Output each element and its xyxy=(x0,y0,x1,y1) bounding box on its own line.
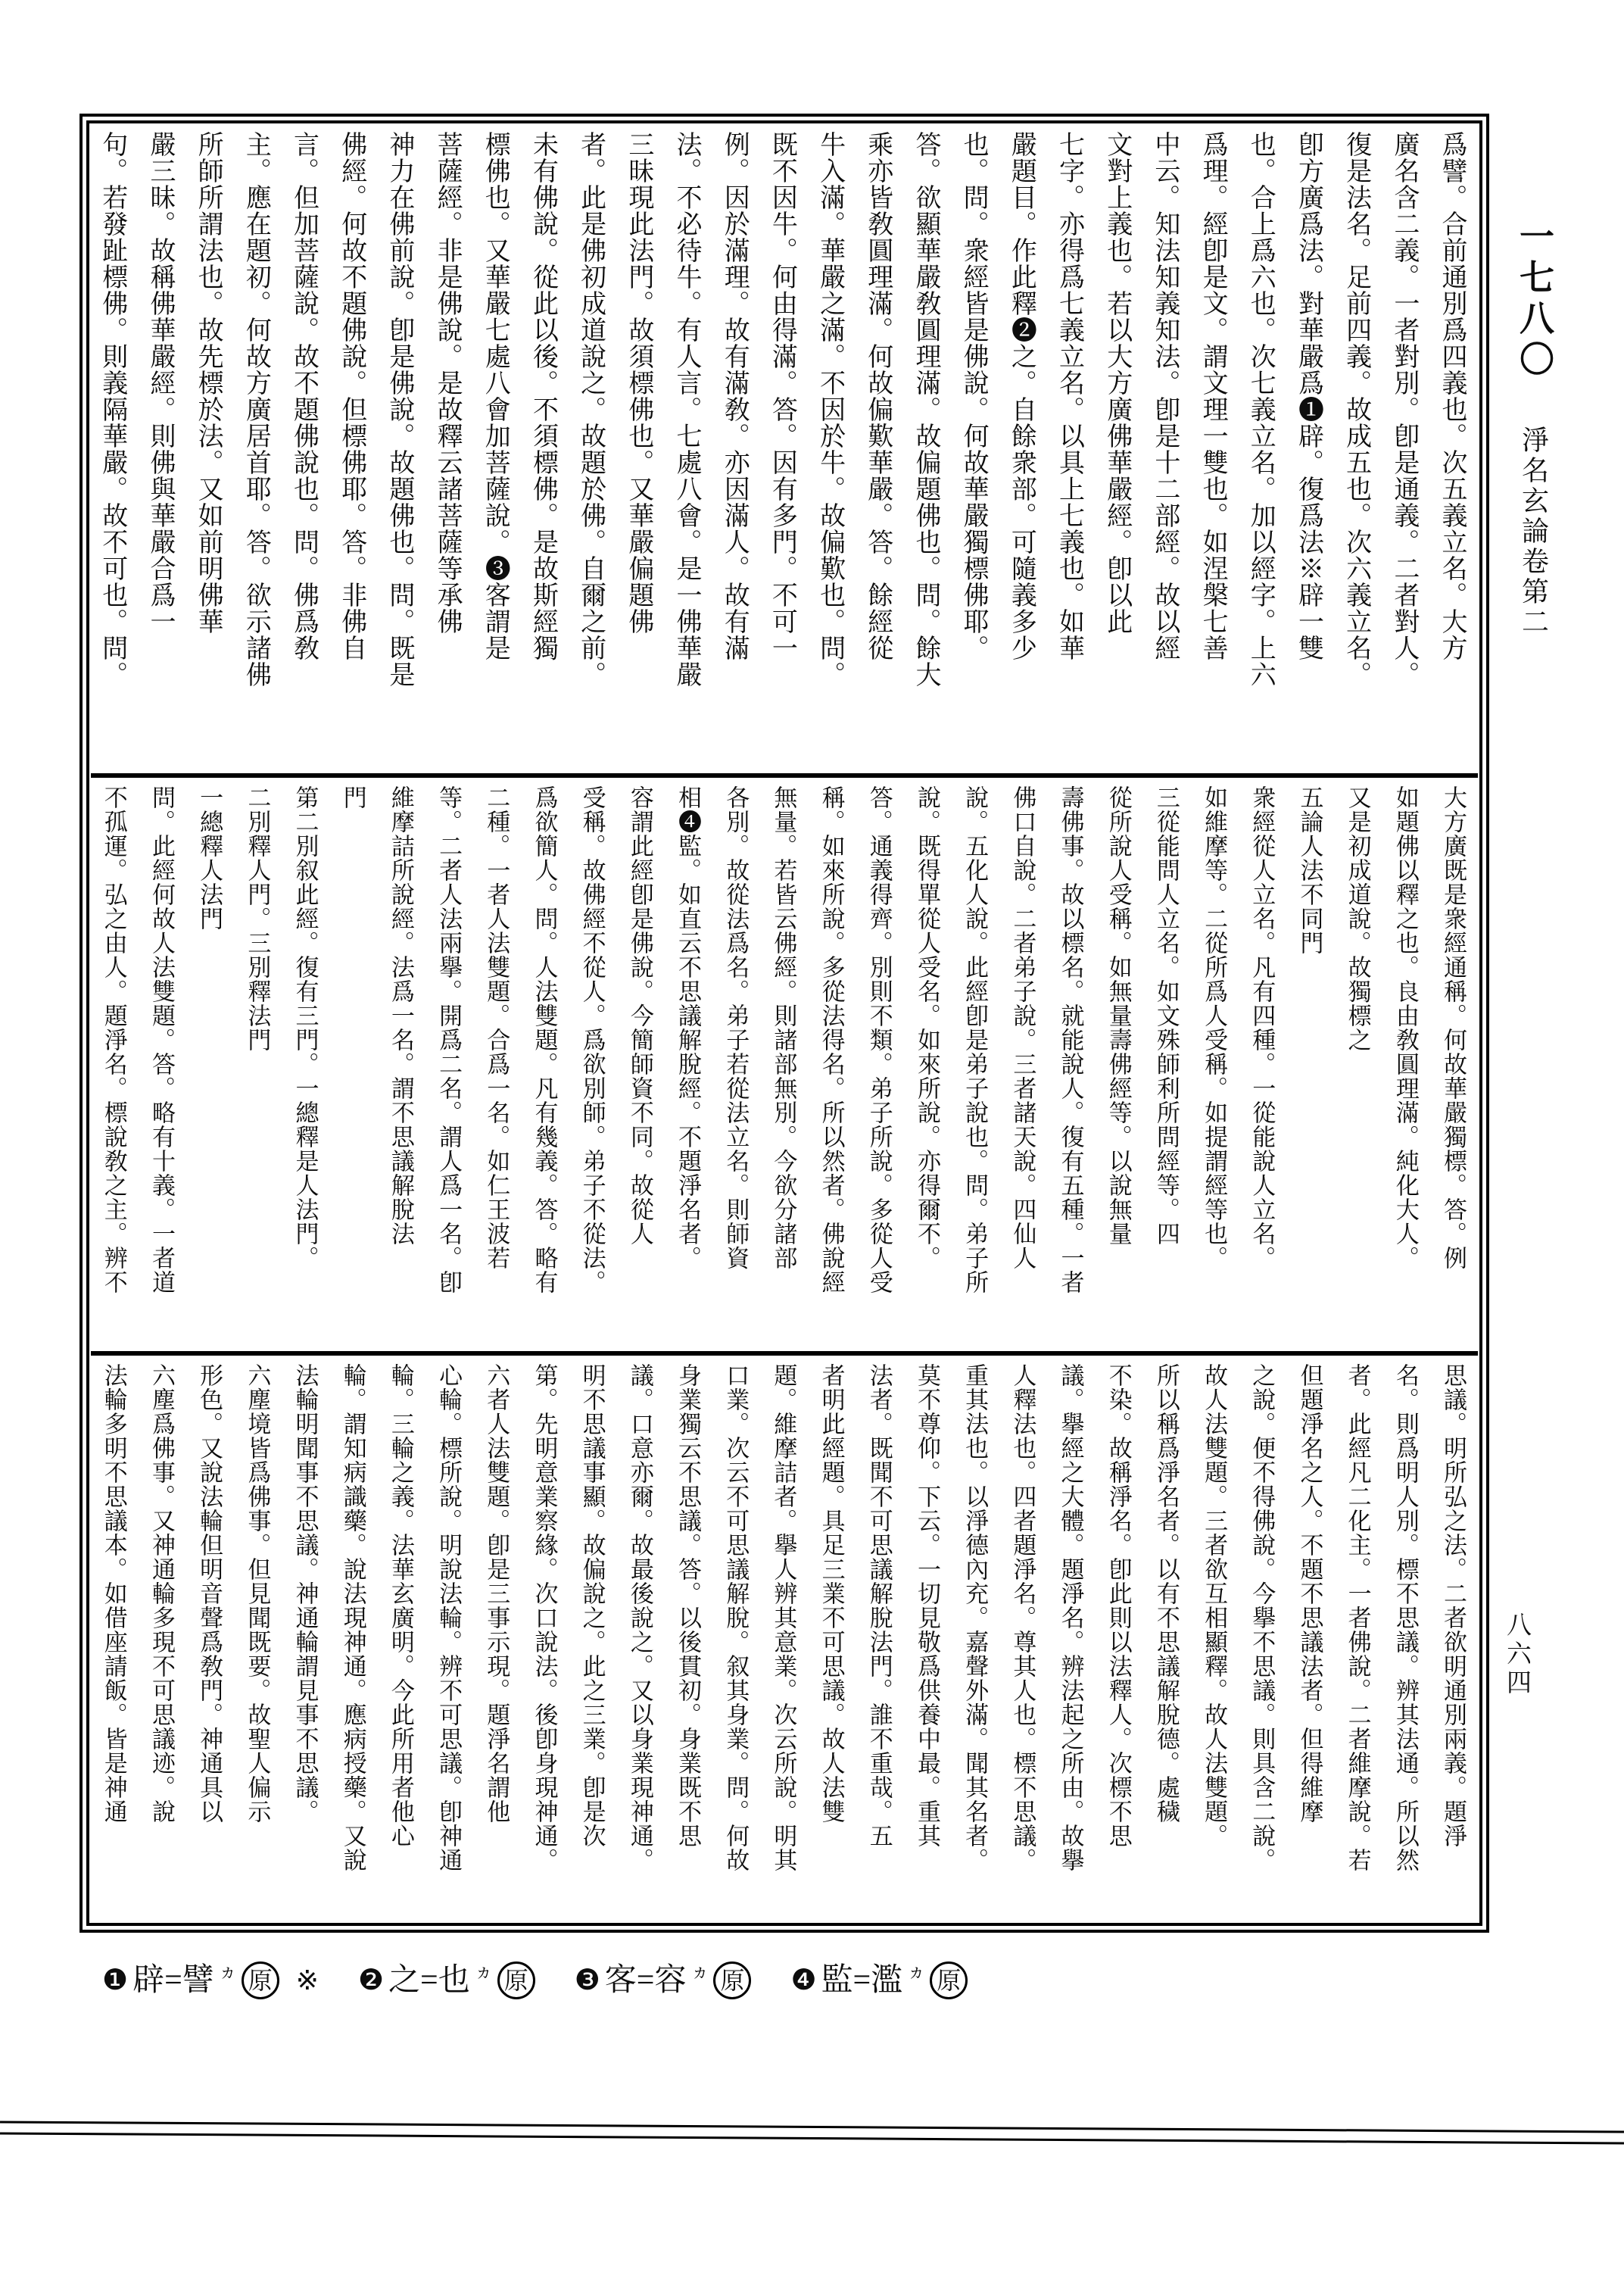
text-column: 例。因於滿理。故有滿敎。亦因滿人。故有滿 xyxy=(720,131,749,661)
text-column: 所以稱爲淨名者。以有不思議解脫德。處穢 xyxy=(1152,1363,1180,1824)
text-column: 法。不必待牛。有人言。七處八會。是一佛華嚴 xyxy=(672,131,700,688)
text-column: 之說。便不得佛說。今擧不思議。則具含二說。 xyxy=(1248,1363,1276,1872)
text-column: 如題佛以釋之也。良由敎圓理滿。純化大人。 xyxy=(1392,785,1419,1270)
footnotes-line xyxy=(102,1956,968,2005)
scan-rule-line xyxy=(0,2132,1624,2144)
text-column: 乘亦皆敎圓理滿。何故偏歎華嚴。答。餘經從 xyxy=(863,131,892,661)
footnote-qualifier: ヵ xyxy=(474,1962,493,1982)
footnote-qualifier: ヵ xyxy=(690,1962,709,1982)
text-column: 主。應在題初。何故方廣居首耶。答。欲示諸佛 xyxy=(242,131,270,688)
text-column: 答。通義得齊。別則不類。弟子所說。多從人受 xyxy=(865,785,893,1294)
footnote-reference-mark: ※ xyxy=(295,1965,319,1996)
text-column: 不孤運。弘之由人。題淨名。標說敎之主。辨不 xyxy=(100,785,127,1294)
page-number: 八六四 xyxy=(1503,1612,1530,1698)
text-column: 門 xyxy=(339,785,366,810)
text-column: 爲譬。合前通別爲四義也。次五義立名。大方 xyxy=(1438,131,1466,661)
text-column: 文對上義也。若以大方廣佛華嚴經。卽以此 xyxy=(1102,131,1131,635)
text-column: 也。合上爲六也。次七義立名。加以經字。上六 xyxy=(1246,131,1275,688)
register-b xyxy=(89,778,1479,1351)
text-column: 各別。故從法爲名。弟子若從法立名。則師資 xyxy=(722,785,750,1270)
text-column: 二種。一者人法雙題。合爲一名。如仁王波若 xyxy=(483,785,510,1270)
text-column: 句。若發趾標佛。則義隔華嚴。故不可也。問。 xyxy=(98,131,126,688)
text-column: 六塵爲佛事。又神通輪多現不可思議迹。說 xyxy=(148,1363,175,1824)
footnote-marker: ❸ xyxy=(574,1965,600,1996)
register-c xyxy=(89,1356,1479,1923)
text-column: 者。此經凡二化主。一者佛說。二者維摩說。若 xyxy=(1344,1363,1371,1872)
text-column: 容謂此經卽是佛說。今簡師資不同。故從人 xyxy=(626,785,653,1246)
text-column: 心輪。標所說。明說法輪。辨不可思議。卽神通 xyxy=(435,1363,463,1872)
text-column: 但題淨名之人。不題不思議法者。但得維摩 xyxy=(1296,1363,1323,1824)
text-column: 爲理。經卽是文。謂文理一雙也。如涅槃七善 xyxy=(1199,131,1227,661)
text-column: 牛入滿。華嚴之滿。不因於牛。故偏歎也。問。 xyxy=(815,131,844,688)
text-column: 言。但加菩薩說。故不題佛說也。問。佛爲敎 xyxy=(289,131,318,661)
footnote-qualifier: ヵ xyxy=(907,1962,926,1982)
text-column: 爲欲簡人。問。人法雙題。凡有幾義。答。略有 xyxy=(531,785,558,1294)
text-column: 議。口意亦爾。故最後說之。又以身業現神通。 xyxy=(626,1363,653,1872)
footnote-qualifier: ヵ xyxy=(218,1962,237,1982)
text-column: 一總釋人法門 xyxy=(196,785,223,931)
text-column: 法輪多明不思議本。如借座請飯。皆是神通 xyxy=(100,1363,127,1824)
text-column: 中云。知法知義知法。卽是十二部經。故以經 xyxy=(1150,131,1179,661)
text-column: 者。此是佛初成道說之。故題於佛。自爾之前。 xyxy=(576,131,605,688)
text-column: 法者。既聞不可思議解脫法門。誰不重哉。五 xyxy=(865,1363,893,1848)
text-column: 無量。若皆云佛經。則諸部無別。今欲分諸部 xyxy=(770,785,797,1270)
text-column: 第二別叙此經。復有三門。一總釋是人法門。 xyxy=(291,785,319,1270)
text-column: 六塵境皆爲佛事。但見聞既要。故聖人偏示 xyxy=(244,1363,271,1824)
text-column: 不染。故稱淨名。卽此則以法釋人。次標不思 xyxy=(1105,1363,1132,1848)
footnote-marker: ❶ xyxy=(102,1965,129,1996)
text-column: 菩薩經。非是佛說。是故釋云諸菩薩等承佛 xyxy=(433,131,462,635)
text-column: 第。先明意業察緣。次口說法。後卽身現神通。 xyxy=(531,1363,558,1872)
text-column: 標佛也。又華嚴七處八會加菩薩說。❸客謂是 xyxy=(481,131,510,661)
text-column: 等。二者人法兩擧。開爲二名。謂人爲一名。卽 xyxy=(435,785,463,1294)
text-column: 又是初成道說。故獨標之 xyxy=(1344,785,1371,1052)
text-column: 問。此經何故人法雙題。答。略有十義。一者道 xyxy=(148,785,175,1294)
text-column: 形色。又說法輪但明音聲爲敎門。神通具以 xyxy=(196,1363,223,1824)
text-column: 題。維摩詰者。擧人辨其意業。次云所說。明其 xyxy=(770,1363,797,1872)
text-column: 如維摩等。二從所爲人受稱。如提謂經等也。 xyxy=(1201,785,1228,1270)
text-column: 佛經。何故不題佛說。但標佛耶。答。非佛自 xyxy=(337,131,366,661)
text-column: 既不因牛。何由得滿。答。因有多門。不可一 xyxy=(768,131,796,661)
text-column: 說。五化人說。此經卽是弟子說也。問。弟子所 xyxy=(962,785,989,1294)
text-column: 思議。明所弘之法。二者欲明通別兩義。題淨 xyxy=(1440,1363,1467,1848)
footnote-marker: ❹ xyxy=(790,1965,817,1996)
text-column: 五論人法不同門 xyxy=(1296,785,1323,955)
text-column: 法輪明聞事不思議。神通輪謂見事不思議。 xyxy=(291,1363,319,1824)
text-column: 卽方廣爲法。對華嚴爲❶辟。復爲法※辟一雙 xyxy=(1294,131,1323,661)
footnote-body: 辟=譬 xyxy=(132,1963,214,1998)
text-column: 說。既得單從人受名。如來所說。亦得爾不。 xyxy=(913,785,940,1270)
text-column: 相❹監。如直云不思議解脫經。不題淨名者。 xyxy=(675,785,701,1270)
footnote-source-circled: 原 xyxy=(930,1961,968,1999)
text-column: 者明此經題。具足三業不可思議。故人法雙 xyxy=(818,1363,845,1824)
text-column: 稱。如來所說。多從法得名。所以然者。佛說經 xyxy=(818,785,845,1294)
text-column: 莫不尊仰。下云。一切見敬爲供養中最。重其 xyxy=(913,1363,940,1848)
text-column: 佛口自說。二者弟子說。三者諸天說。四仙人 xyxy=(1009,785,1036,1270)
footnote-entry xyxy=(790,1961,968,1999)
text-column: 復是法名。足前四義。故成五也。次六義立名。 xyxy=(1342,131,1370,688)
footnote-source-circled: 原 xyxy=(713,1961,751,1999)
text-column: 壽佛事。故以標名。就能說人。復有五種。一者 xyxy=(1057,785,1084,1294)
taisho-text-number: 一七八〇 xyxy=(1515,218,1554,382)
footnote-entry xyxy=(575,1961,752,1999)
text-column: 三從能問人立名。如文殊師利所問經等。四 xyxy=(1152,785,1180,1246)
text-column: 答。欲顯華嚴敎圓理滿。故偏題佛也。問。餘大 xyxy=(911,131,940,688)
footnote-body: 客=容 xyxy=(604,1963,687,1998)
text-column: 人釋法也。四者題淨名。尊其人也。標不思議。 xyxy=(1009,1363,1036,1872)
text-column: 神力在佛前說。卽是佛說。故題佛也。問。既是 xyxy=(385,131,413,688)
text-column: 故人法雙題。三者欲互相顯釋。故人法雙題。 xyxy=(1201,1363,1228,1848)
text-column: 明不思議事顯。故偏說之。此之三業。卽是次 xyxy=(578,1363,606,1848)
text-column: 嚴三昧。故稱佛華嚴經。則佛與華嚴合爲一 xyxy=(145,131,174,635)
sutra-title: 淨名玄論卷第二 xyxy=(1518,426,1549,638)
text-column: 議。擧經之大體。題淨名。辨法起之所由。故擧 xyxy=(1057,1363,1084,1872)
text-column: 未有佛說。從此以後。不須標佛。是故斯經獨 xyxy=(528,131,557,661)
text-column: 大方廣既是衆經通稱。何故華嚴獨標。答。例 xyxy=(1440,785,1467,1270)
text-column: 輪。三輪之義。法華玄廣明。今此所用者他心 xyxy=(387,1363,414,1848)
text-column: 身業獨云不思議。答。以後貫初。身業既不思 xyxy=(675,1363,701,1848)
register-a xyxy=(89,123,1479,773)
text-column: 六者人法雙題。卽是三事示現。題淨名謂他 xyxy=(483,1363,510,1824)
text-column: 口業。次云不可思議解脫。叙其身業。問。何故 xyxy=(722,1363,750,1872)
text-column: 名。則爲明人別。標不思議。辨其法通。所以然 xyxy=(1392,1363,1419,1872)
text-frame xyxy=(79,114,1489,1933)
footnote-source-circled: 原 xyxy=(242,1961,279,1999)
text-column: 三昧現此法門。故須標佛也。又華嚴偏題佛 xyxy=(624,131,653,635)
footnote-body: 監=濫 xyxy=(821,1963,903,1998)
text-column: 衆經從人立名。凡有四種。一從能說人立名。 xyxy=(1248,785,1276,1270)
text-column: 也。問。衆經皆是佛說。何故華嚴獨標佛耶。 xyxy=(959,131,988,661)
footnote-entry xyxy=(102,1961,319,1999)
footnote-entry xyxy=(358,1961,535,1999)
text-column: 從所說人受稱。如無量壽佛經等。以說無量 xyxy=(1105,785,1132,1246)
text-column: 重其法也。以淨德內充。嘉聲外滿。聞其名者。 xyxy=(962,1363,989,1872)
footnote-body: 之=也 xyxy=(388,1963,470,1998)
text-column: 受稱。故佛經不從人。爲欲別師。弟子不從法。 xyxy=(578,785,606,1294)
text-column: 嚴題目。作此釋❷之。自餘衆部。可隨義多少 xyxy=(1007,131,1036,661)
text-column: 輪。謂知病識藥。說法現神通。應病授藥。又說 xyxy=(339,1363,366,1872)
text-column: 二別釋人門。三別釋法門 xyxy=(244,785,271,1052)
text-column: 七字。亦得爲七義立名。以具上七義也。如華 xyxy=(1055,131,1083,661)
footnote-marker: ❷ xyxy=(357,1965,385,1996)
footnote-source-circled: 原 xyxy=(497,1961,535,1999)
text-column: 廣名含二義。一者對別。卽是通義。二者對人。 xyxy=(1389,131,1418,688)
text-column: 維摩詰所說經。法爲一名。謂不思議解脫法 xyxy=(387,785,414,1246)
margin-header xyxy=(1501,218,1566,638)
text-column: 所師所謂法也。故先標於法。又如前明佛華 xyxy=(194,131,223,635)
scan-rule-line xyxy=(0,2121,1624,2133)
